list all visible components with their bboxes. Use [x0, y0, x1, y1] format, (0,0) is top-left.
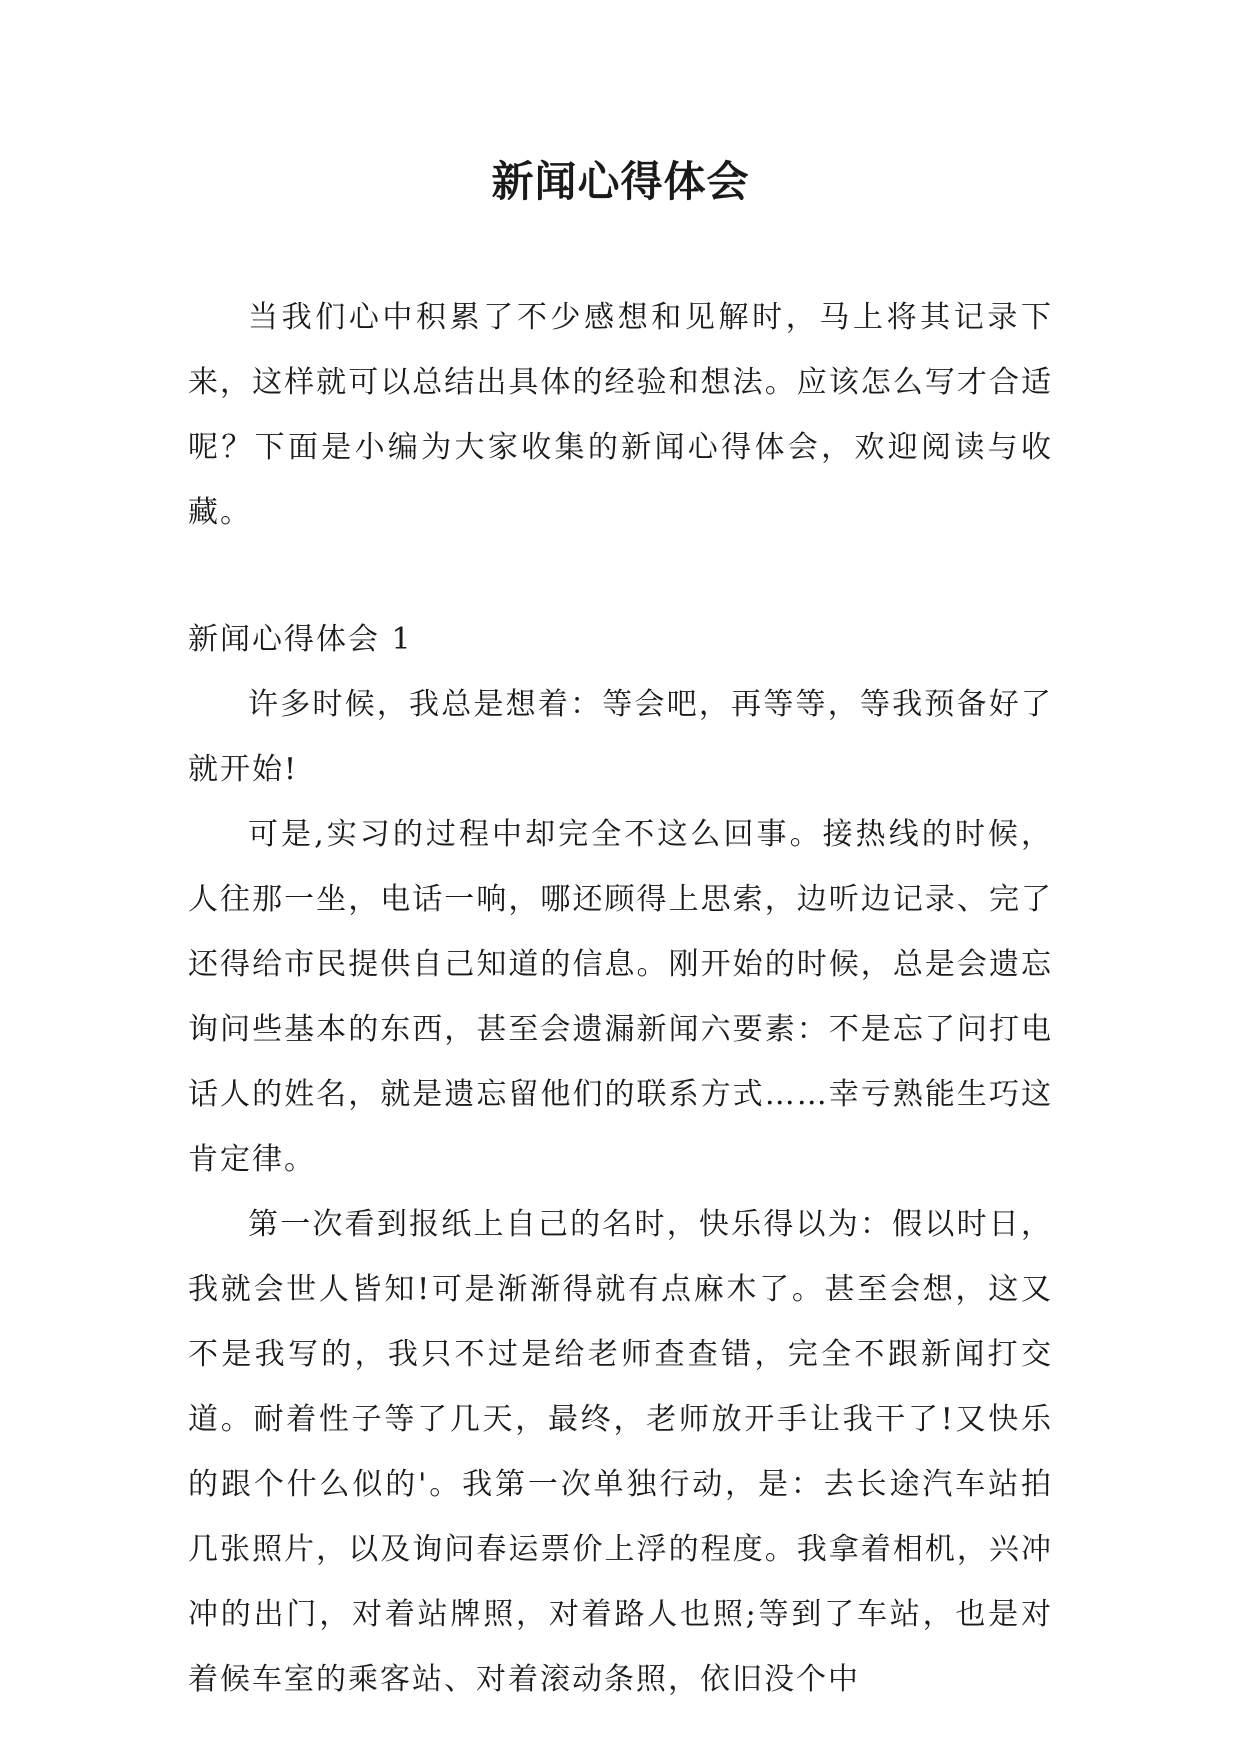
intro-paragraph: 当我们心中积累了不少感想和见解时，马上将其记录下来，这样就可以总结出具体的经验和想法。应该怎么写才合适呢？下面是小编为大家收集的新闻心得体会，欢迎阅读与收藏。 — [188, 300, 1053, 530]
body-paragraph-3: 第一次看到报纸上自己的名时，快乐得以为：假以时日，我就会世人皆知!可是渐渐得就有点麻木了。甚至会想，这又不是我写的，我只不过是给老师查查错，完全不跟新闻打交道。耐着性子等了几天，最终，老师放开手让我干了!又快乐的跟个什么似的'。我第一次单独行动，是：去长途汽车站拍几张照片，以及询问春运票价上浮的程度。我拿着相机，兴冲冲的出门，对着站牌照，对着路人也照;等到了车站，也是对着候车室的乘客站、对着滚动条照，依旧没个中 — [188, 1207, 1053, 1697]
document-title: 新闻心得体会 — [491, 157, 750, 206]
body-paragraph-2: 可是,实习的过程中却完全不这么回事。接热线的时候，人往那一坐，电话一响，哪还顾得上思索，边听边记录、完了还得给市民提供自己知道的信息。刚开始的时候，总是会遗忘询问些基本的东西，甚至会遗漏新闻六要素：不是忘了问打电话人的姓名，就是遗忘留他们的联系方式……幸亏熟能生巧这肯定律。 — [188, 817, 1053, 1177]
body-paragraph-1: 许多时候，我总是想着：等会吧，再等等，等我预备好了就开始! — [188, 687, 1053, 787]
section-heading: 新闻心得体会 1 — [188, 622, 413, 657]
document-body — [188, 285, 1053, 1712]
